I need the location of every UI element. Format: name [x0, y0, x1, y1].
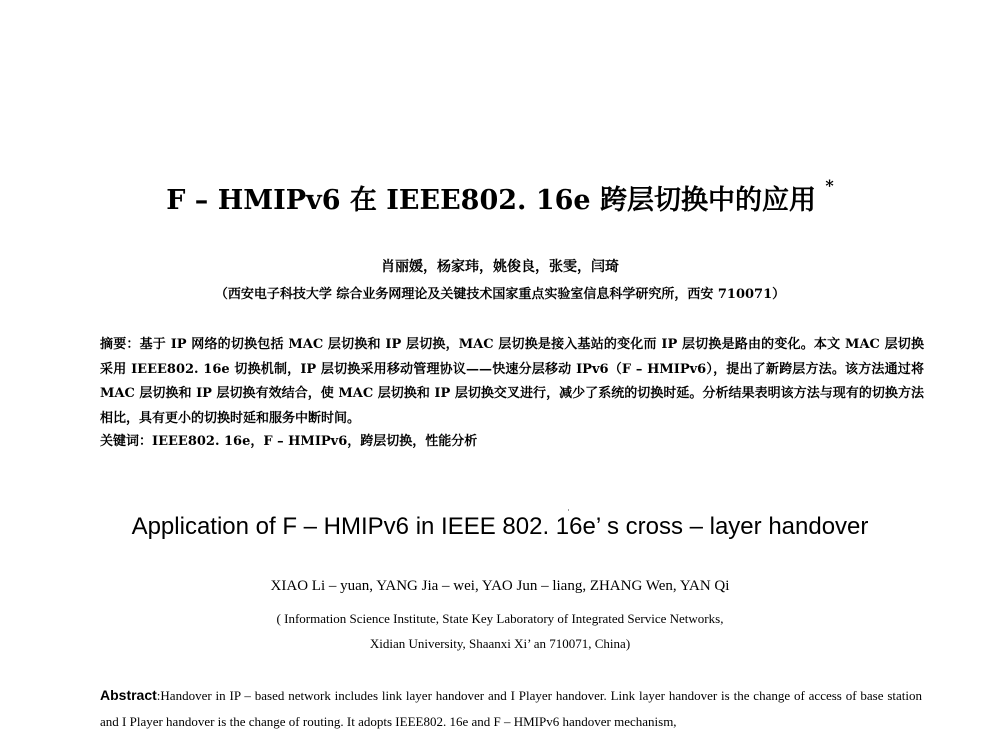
title-footnote-mark: *	[825, 176, 834, 195]
authors-english: XIAO Li – yuan, YANG Jia – wei, YAO Jun – liang, ZHANG Wen, YAN Qi	[270, 578, 730, 594]
authors-chinese: 肖丽媛，杨家玮，姚俊良，张雯，闫琦	[381, 259, 619, 275]
affiliation-en-line2: Xidian University, Shaanxi Xi’ an 710071, China)	[369, 636, 631, 651]
scan-speck	[568, 509, 569, 511]
abstract-en-text: Handover in IP – based network includes link layer handover and I Player handover. Link layer handover is the change of access of base station and I Player handover is the change of routing. It adopts IEEE802. 16e and F – HMIPv6 handover mechanism,	[100, 688, 922, 729]
keywords-cn-label: 关键词：	[100, 434, 153, 449]
abstract-cn-label: 摘要：	[100, 337, 140, 352]
abstract-chinese	[100, 333, 924, 431]
affiliation-english	[0, 606, 1000, 656]
affiliation-chinese: （西安电子科技大学 综合业务网理论及关键技术国家重点实验室信息科学研究所，西安 710071）	[214, 287, 786, 302]
abstract-cn-text: 基于 IP 网络的切换包括 MAC 层切换和 IP 层切换，MAC 层切换是接入基站的变化而 IP 层切换是路由的变化。本文 MAC 层切换采用 IEEE802. 16e 切换机制，IP 层切换采用移动管理协议——快速分层移动 IPv6（F – HMIPv6），提出了新跨层方法。该方法通过将 MAC 层切换和 IP 层切换有效结合，使 MAC 层切换和 IP 层切换交叉进行，减少了系统的切换时延。分析结果表明该方法与现有的切换方法相比，具有更小的切换时延和服务中断时间。	[100, 337, 924, 426]
abstract-en-label: Abstract	[100, 687, 157, 703]
keywords-chinese	[100, 430, 924, 454]
paper-title-english: Application of F – HMIPv6 in IEEE 802. 16e’ s cross – layer handover	[131, 513, 869, 540]
keywords-cn-text: IEEE802. 16e，F – HMIPv6，跨层切换，性能分析	[152, 434, 478, 449]
title-cn-text: F – HMIPv6 在 IEEE802. 16e 跨层切换中的应用	[166, 185, 816, 216]
abstract-english	[100, 682, 922, 735]
abstract-en-separator: :	[156, 688, 161, 703]
paper-title-chinese	[0, 178, 1000, 217]
affiliation-en-line1: ( Information Science Institute, State Key Laboratory of Integrated Service Networks,	[276, 611, 724, 626]
